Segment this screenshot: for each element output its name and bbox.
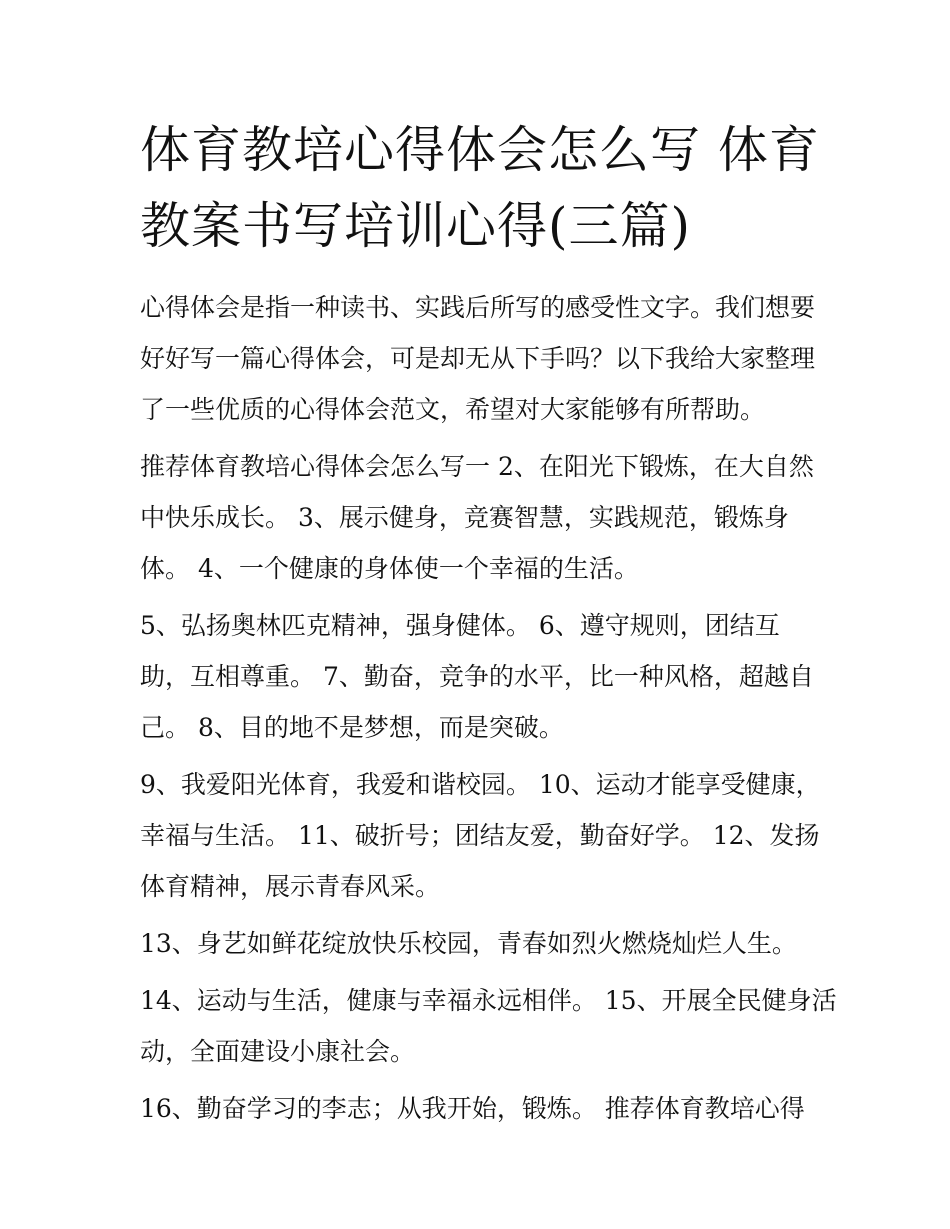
text-line: 心得体会是指一种读书、实践后所写的感受性文字。我们想要 (140, 293, 816, 322)
text-line: 助，互相尊重。 7、勤奋，竞争的水平，比一种风格，超越自 (140, 662, 814, 691)
paragraph (140, 759, 830, 912)
text-line: 了一些优质的心得体会范文，希望对大家能够有所帮助。 (140, 395, 766, 424)
paragraph (140, 975, 837, 1077)
document-title (140, 112, 820, 264)
text-line: 推荐体育教培心得体会怎么写一 2、在阳光下锻炼，在大自然 (140, 452, 814, 481)
text-line: 13、身艺如鲜花绽放快乐校园，青春如烈火燃烧灿烂人生。 (140, 929, 797, 958)
text-line: 幸福与生活。 11、破折号；团结友爱，勤奋好学。 12、发扬 (140, 821, 820, 850)
text-line: 好好写一篇心得体会，可是却无从下手吗？以下我给大家整理 (140, 344, 816, 373)
document-body (140, 282, 837, 1140)
text-line: 体。 4、一个健康的身体使一个幸福的生活。 (140, 554, 639, 583)
title-line: 教案书写培训心得(三篇) (140, 197, 692, 255)
paragraph (140, 918, 830, 969)
text-line: 动，全面建设小康社会。 (140, 1037, 416, 1066)
text-line: 己。 8、目的地不是梦想，而是突破。 (140, 713, 564, 742)
paragraph (140, 600, 830, 753)
text-line: 体育精神，展示青春风采。 (140, 872, 441, 901)
text-line: 中快乐成长。 3、展示健身，竞赛智慧，实践规范，锻炼身 (140, 503, 789, 532)
title-line: 体育教培心得体会怎么写 体育 (140, 121, 820, 179)
paragraph (140, 441, 830, 594)
text-line: 14、运动与生活，健康与幸福永远相伴。 15、开展全民健身活 (140, 986, 837, 1015)
paragraph-intro (140, 282, 830, 435)
text-line: 5、弘扬奥林匹克精神，强身健体。 6、遵守规则，团结互 (140, 611, 780, 640)
text-line: 9、我爱阳光体育，我爱和谐校园。 10、运动才能享受健康， (140, 770, 821, 799)
paragraph (140, 1083, 830, 1134)
text-line: 16、勤奋学习的李志；从我开始，锻炼。 推荐体育教培心得 (140, 1094, 805, 1123)
